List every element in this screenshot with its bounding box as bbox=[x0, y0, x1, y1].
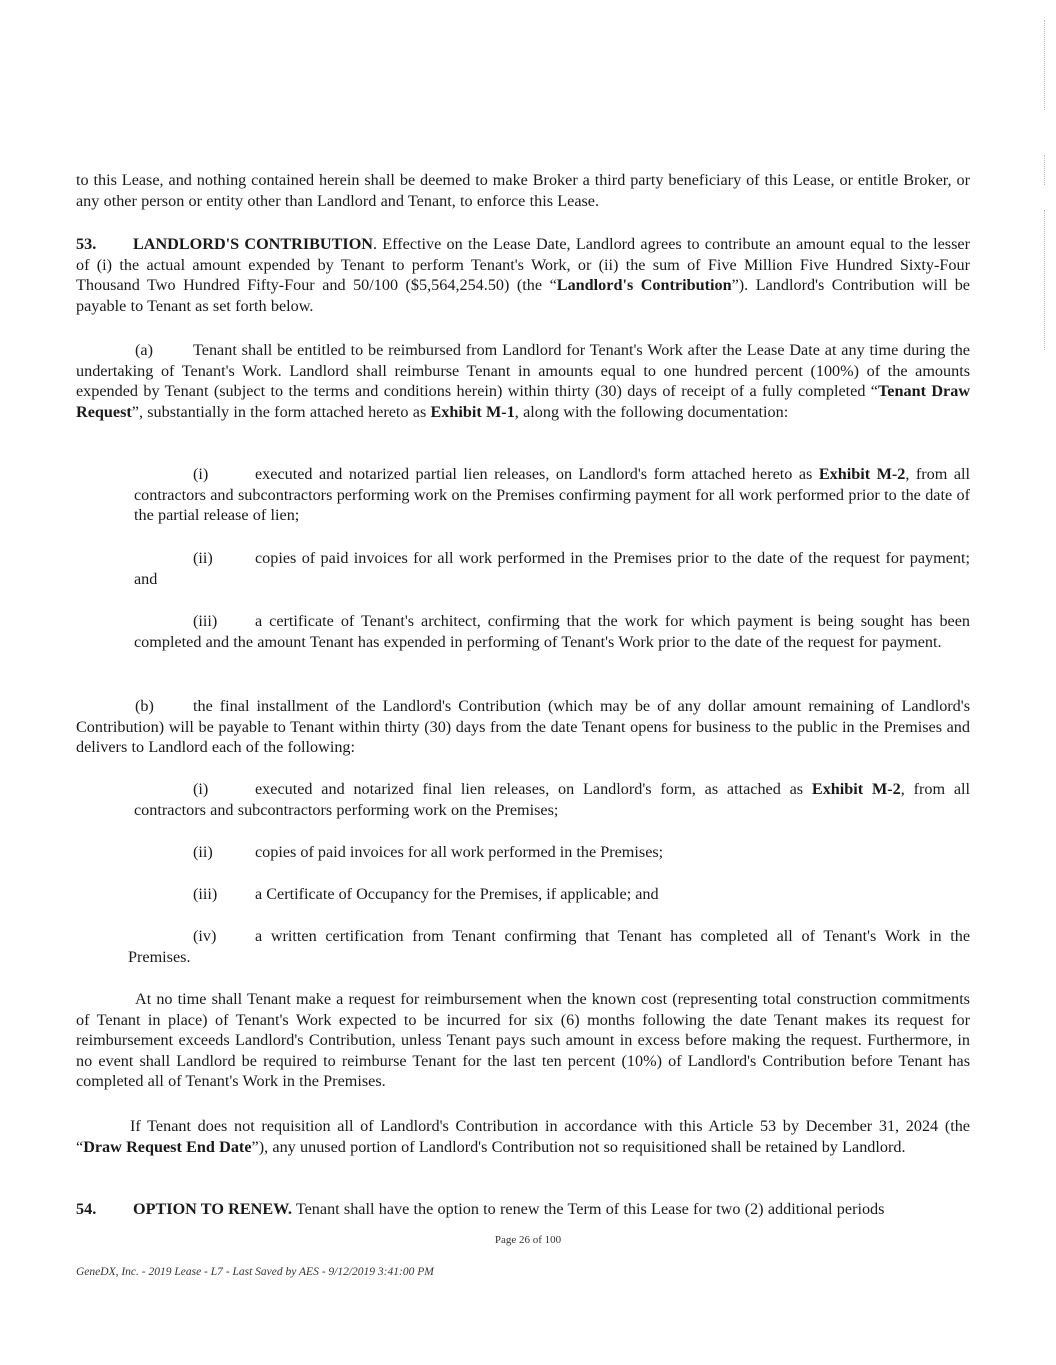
paragraph-a-item-2 bbox=[134, 548, 970, 589]
paragraph-a-text-1: Tenant shall be entitled to be reimbursed from Landlord for Tenant's Work after the Lease Date at any time during the undertaking of Tenant's Work. Landlord shall reimburse Tenant in amounts equal to one hundred percent (100%) of the amounts expended by Tenant (subject to the terms and conditions herein) within thirty (30) days of receipt of a fully completed “ bbox=[76, 341, 970, 401]
paragraph-a-label: (a) bbox=[135, 341, 153, 359]
item-label: (ii) bbox=[193, 549, 213, 567]
section-54-title: OPTION TO RENEW. bbox=[133, 1200, 292, 1218]
scan-edge-mark bbox=[1044, 210, 1047, 350]
paragraph-a-item-1 bbox=[134, 464, 970, 526]
section-54-text: Tenant shall have the option to renew the Term of this Lease for two (2) additional periods bbox=[295, 1200, 885, 1218]
paragraph-a-text-2: ”, substantially in the form attached hereto as bbox=[131, 402, 431, 421]
item-text-2: , from all contractors and subcontractors performing work on the Premises; bbox=[134, 780, 970, 819]
item-text-2: , from all contractors and subcontractors performing work on the Premises confirming payment for all work performed prior to the date of the partial release of lien; bbox=[134, 465, 970, 525]
exhibit-m2-ref: Exhibit M-2 bbox=[818, 465, 906, 483]
item-label: (iii) bbox=[193, 885, 218, 903]
item-text: copies of paid invoices for all work performed in the Premises prior to the date of the request for payment; and bbox=[134, 549, 970, 588]
continuation-paragraph bbox=[76, 170, 970, 211]
item-label: (i) bbox=[193, 780, 209, 798]
exhibit-m1-ref: Exhibit M-1 bbox=[430, 402, 515, 421]
item-text: copies of paid invoices for all work performed in the Premises; bbox=[255, 843, 664, 861]
section-53-body-2: ”). Landlord's Contribution will be payable to Tenant as set forth below. bbox=[76, 276, 970, 315]
end-text-2: ”), any unused portion of Landlord's Contribution not so requisitioned shall be retained by Landlord. bbox=[251, 1137, 906, 1156]
section-53-body-1: . Effective on the Lease Date, Landlord agrees to contribute an amount equal to the lesser of (i) the actual amount expended by Tenant to perform Tenant's Work, or (ii) the sum of Five Million Five Hundred Sixty-Four Thousand Two Hundred Fifty-Four and 50/100 ($5,564,254.50) (the “ bbox=[76, 235, 970, 295]
draw-request-end-paragraph bbox=[76, 1116, 970, 1157]
paragraph-b-text: the final installment of the Landlord's Contribution (which may be of any dollar amount remaining of Landlord's Contribution) will be payable to Tenant within thirty (30) days from the date Tenant opens for business to the public in the Premises and delivers to Landlord each of the following: bbox=[76, 697, 970, 757]
paragraph-a-item-3 bbox=[134, 611, 970, 652]
item-label: (iv) bbox=[193, 927, 217, 945]
paragraph-a bbox=[76, 340, 970, 422]
paragraph-b-label: (b) bbox=[135, 697, 154, 715]
item-label: (iii) bbox=[193, 612, 218, 630]
paragraph-b-item-2 bbox=[193, 842, 969, 863]
paragraph-b-item-4 bbox=[128, 926, 970, 967]
item-text: a written certification from Tenant confirming that Tenant has completed all of Tenant's Work in the Premises. bbox=[128, 927, 970, 966]
item-text: a Certificate of Occupancy for the Premises, if applicable; and bbox=[255, 885, 659, 903]
exhibit-m2-ref: Exhibit M-2 bbox=[811, 780, 901, 798]
term-draw-request-end-date: Draw Request End Date bbox=[83, 1137, 252, 1156]
section-53-intro bbox=[76, 234, 970, 316]
scan-edge-mark bbox=[1044, 20, 1047, 110]
section-53-title: LANDLORD'S CONTRIBUTION bbox=[133, 235, 373, 253]
page-number: Page 26 of 100 bbox=[494, 1234, 562, 1246]
section-54-number: 54. bbox=[76, 1200, 97, 1218]
document-footer: GeneDX, Inc. - 2019 Lease - L7 - Last Saved by AES - 9/12/2019 3:41:00 PM bbox=[76, 1266, 434, 1278]
reimbursement-timing-paragraph bbox=[76, 989, 970, 1092]
item-text-1: executed and notarized partial lien releases, on Landlord's form attached hereto as bbox=[255, 465, 819, 483]
timing-text: At no time shall Tenant make a request for reimbursement when the known cost (representing total construction commitments of Tenant in place) of Tenant's Work expected to be incurred for six (6) months following the date Tenant makes its request for reimbursement exceeds Landlord's Contribution, unless Tenant pays such amount in excess before making the request. Furthermore, in no event shall Landlord be required to reimburse Tenant for the last ten percent (10%) of Landlord's Contribution before Tenant has completed all of Tenant's Work in the Premises. bbox=[76, 990, 970, 1091]
end-text-1: If Tenant does not requisition all of Landlord's Contribution in accordance with this Article 53 by December 31, 2024 (the “ bbox=[76, 1117, 970, 1156]
item-label: (i) bbox=[193, 465, 209, 483]
term-landlords-contribution: Landlord's Contribution bbox=[556, 276, 732, 295]
section-53-number: 53. bbox=[76, 235, 97, 253]
paragraph-a-text-3: , along with the following documentation: bbox=[514, 402, 789, 421]
item-text-1: executed and notarized final lien releases, on Landlord's form, as attached as bbox=[255, 780, 812, 798]
paragraph-b-item-1 bbox=[134, 779, 970, 820]
term-tenant-draw-request: Tenant Draw Request bbox=[76, 382, 971, 421]
section-54-intro bbox=[76, 1199, 970, 1220]
continuation-text: to this Lease, and nothing contained herein shall be deemed to make Broker a third party beneficiary of this Lease, or entitle Broker, or any other person or entity other than Landlord and Tenant, to enforce this Lease. bbox=[76, 171, 970, 210]
paragraph-b bbox=[76, 696, 970, 758]
item-label: (ii) bbox=[193, 843, 213, 861]
paragraph-b-item-3 bbox=[193, 884, 969, 905]
item-text: a certificate of Tenant's architect, confirming that the work for which payment is being sought has been completed and the amount Tenant has expended in performing of Tenant's Work prior to the date of the request for payment. bbox=[134, 612, 970, 651]
scan-edge-mark bbox=[1044, 155, 1047, 185]
